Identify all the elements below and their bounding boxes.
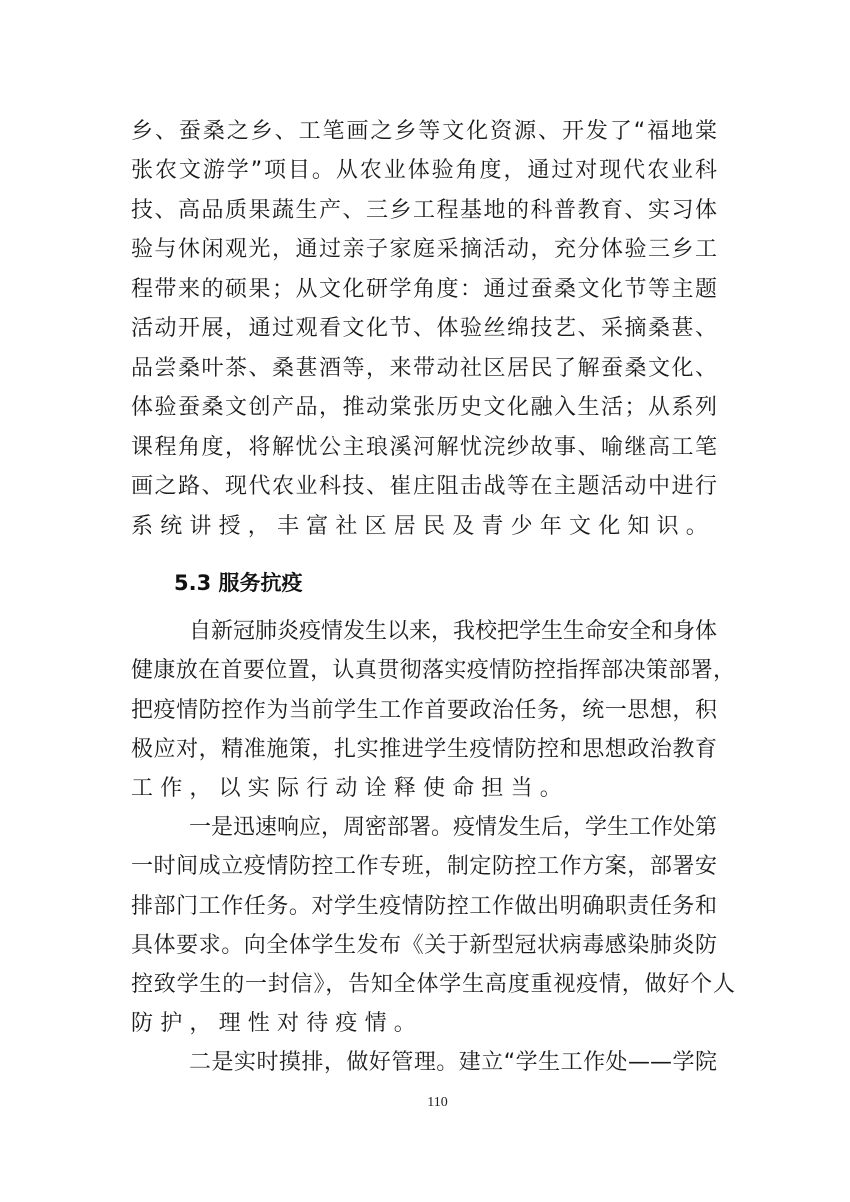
body-text-line: 课程角度，将解忧公主琅溪河解忧浣纱故事、喻继高工笔	[131, 435, 717, 460]
body-text-line: 极应对，精准施策，扎实推进学生疫情防控和思想政治教育	[131, 737, 717, 762]
paragraph-first-line: 二是实时摸排，做好管理。建立“学生工作处——学院	[189, 1050, 717, 1075]
body-text-line: 体验蚕桑文创产品，推动棠张历史文化融入生活；从系列	[131, 395, 717, 420]
paragraph-first-line: 自新冠肺炎疫情发生以来，我校把学生生命安全和身体	[189, 619, 718, 644]
body-text-line: 健康放在首要位置，认真贯彻落实疫情防控指挥部决策部署，	[131, 658, 735, 683]
body-text-line: 一时间成立疫情防控工作专班，制定防控工作方案，部署安	[131, 854, 717, 879]
body-text-line: 乡、蚕桑之乡、工笔画之乡等文化资源、开发了“福地棠	[131, 119, 717, 144]
body-text-line: 防护，理性对待疫情。	[131, 1011, 424, 1036]
page-number: 110	[427, 1095, 448, 1110]
paragraph-first-line: 一是迅速响应，周密部署。疫情发生后，学生工作处第	[189, 815, 718, 840]
body-text-line: 把疫情防控作为当前学生工作首要政治任务，统一思想，积	[131, 698, 717, 723]
body-text-line: 排部门工作任务。对学生疫情防控工作做出明确职责任务和	[131, 894, 717, 919]
section-heading: 5.3 服务抗疫	[174, 571, 303, 595]
body-text-line: 品尝桑叶茶、桑葚酒等，来带动社区居民了解蚕桑文化、	[131, 356, 717, 381]
body-text-line: 具体要求。向全体学生发布《关于新型冠状病毒感染肺炎防	[131, 933, 717, 958]
body-text-line: 程带来的硕果；从文化研学角度：通过蚕桑文化节等主题	[131, 277, 717, 302]
body-text-line: 控致学生的一封信》，告知全体学生高度重视疫情，做好个人	[131, 972, 735, 997]
body-text-line: 技、高品质果蔬生产、三乡工程基地的科普教育、实习体	[131, 198, 717, 223]
body-text-line: 工作，以实际行动诠释使命担当。	[131, 776, 570, 801]
body-text-line: 画之路、现代农业科技、崔庄阻击战等在主题活动中进行	[131, 474, 717, 499]
body-text-line: 系统讲授，丰富社区居民及青少年文化知识。	[131, 514, 716, 539]
body-text-line: 活动开展，通过观看文化节、体验丝绵技艺、采摘桑葚、	[131, 316, 717, 341]
body-text-line: 张农文游学”项目。从农业体验角度，通过对现代农业科	[131, 158, 717, 183]
body-text-line: 验与休闲观光，通过亲子家庭采摘活动，充分体验三乡工	[131, 237, 717, 262]
